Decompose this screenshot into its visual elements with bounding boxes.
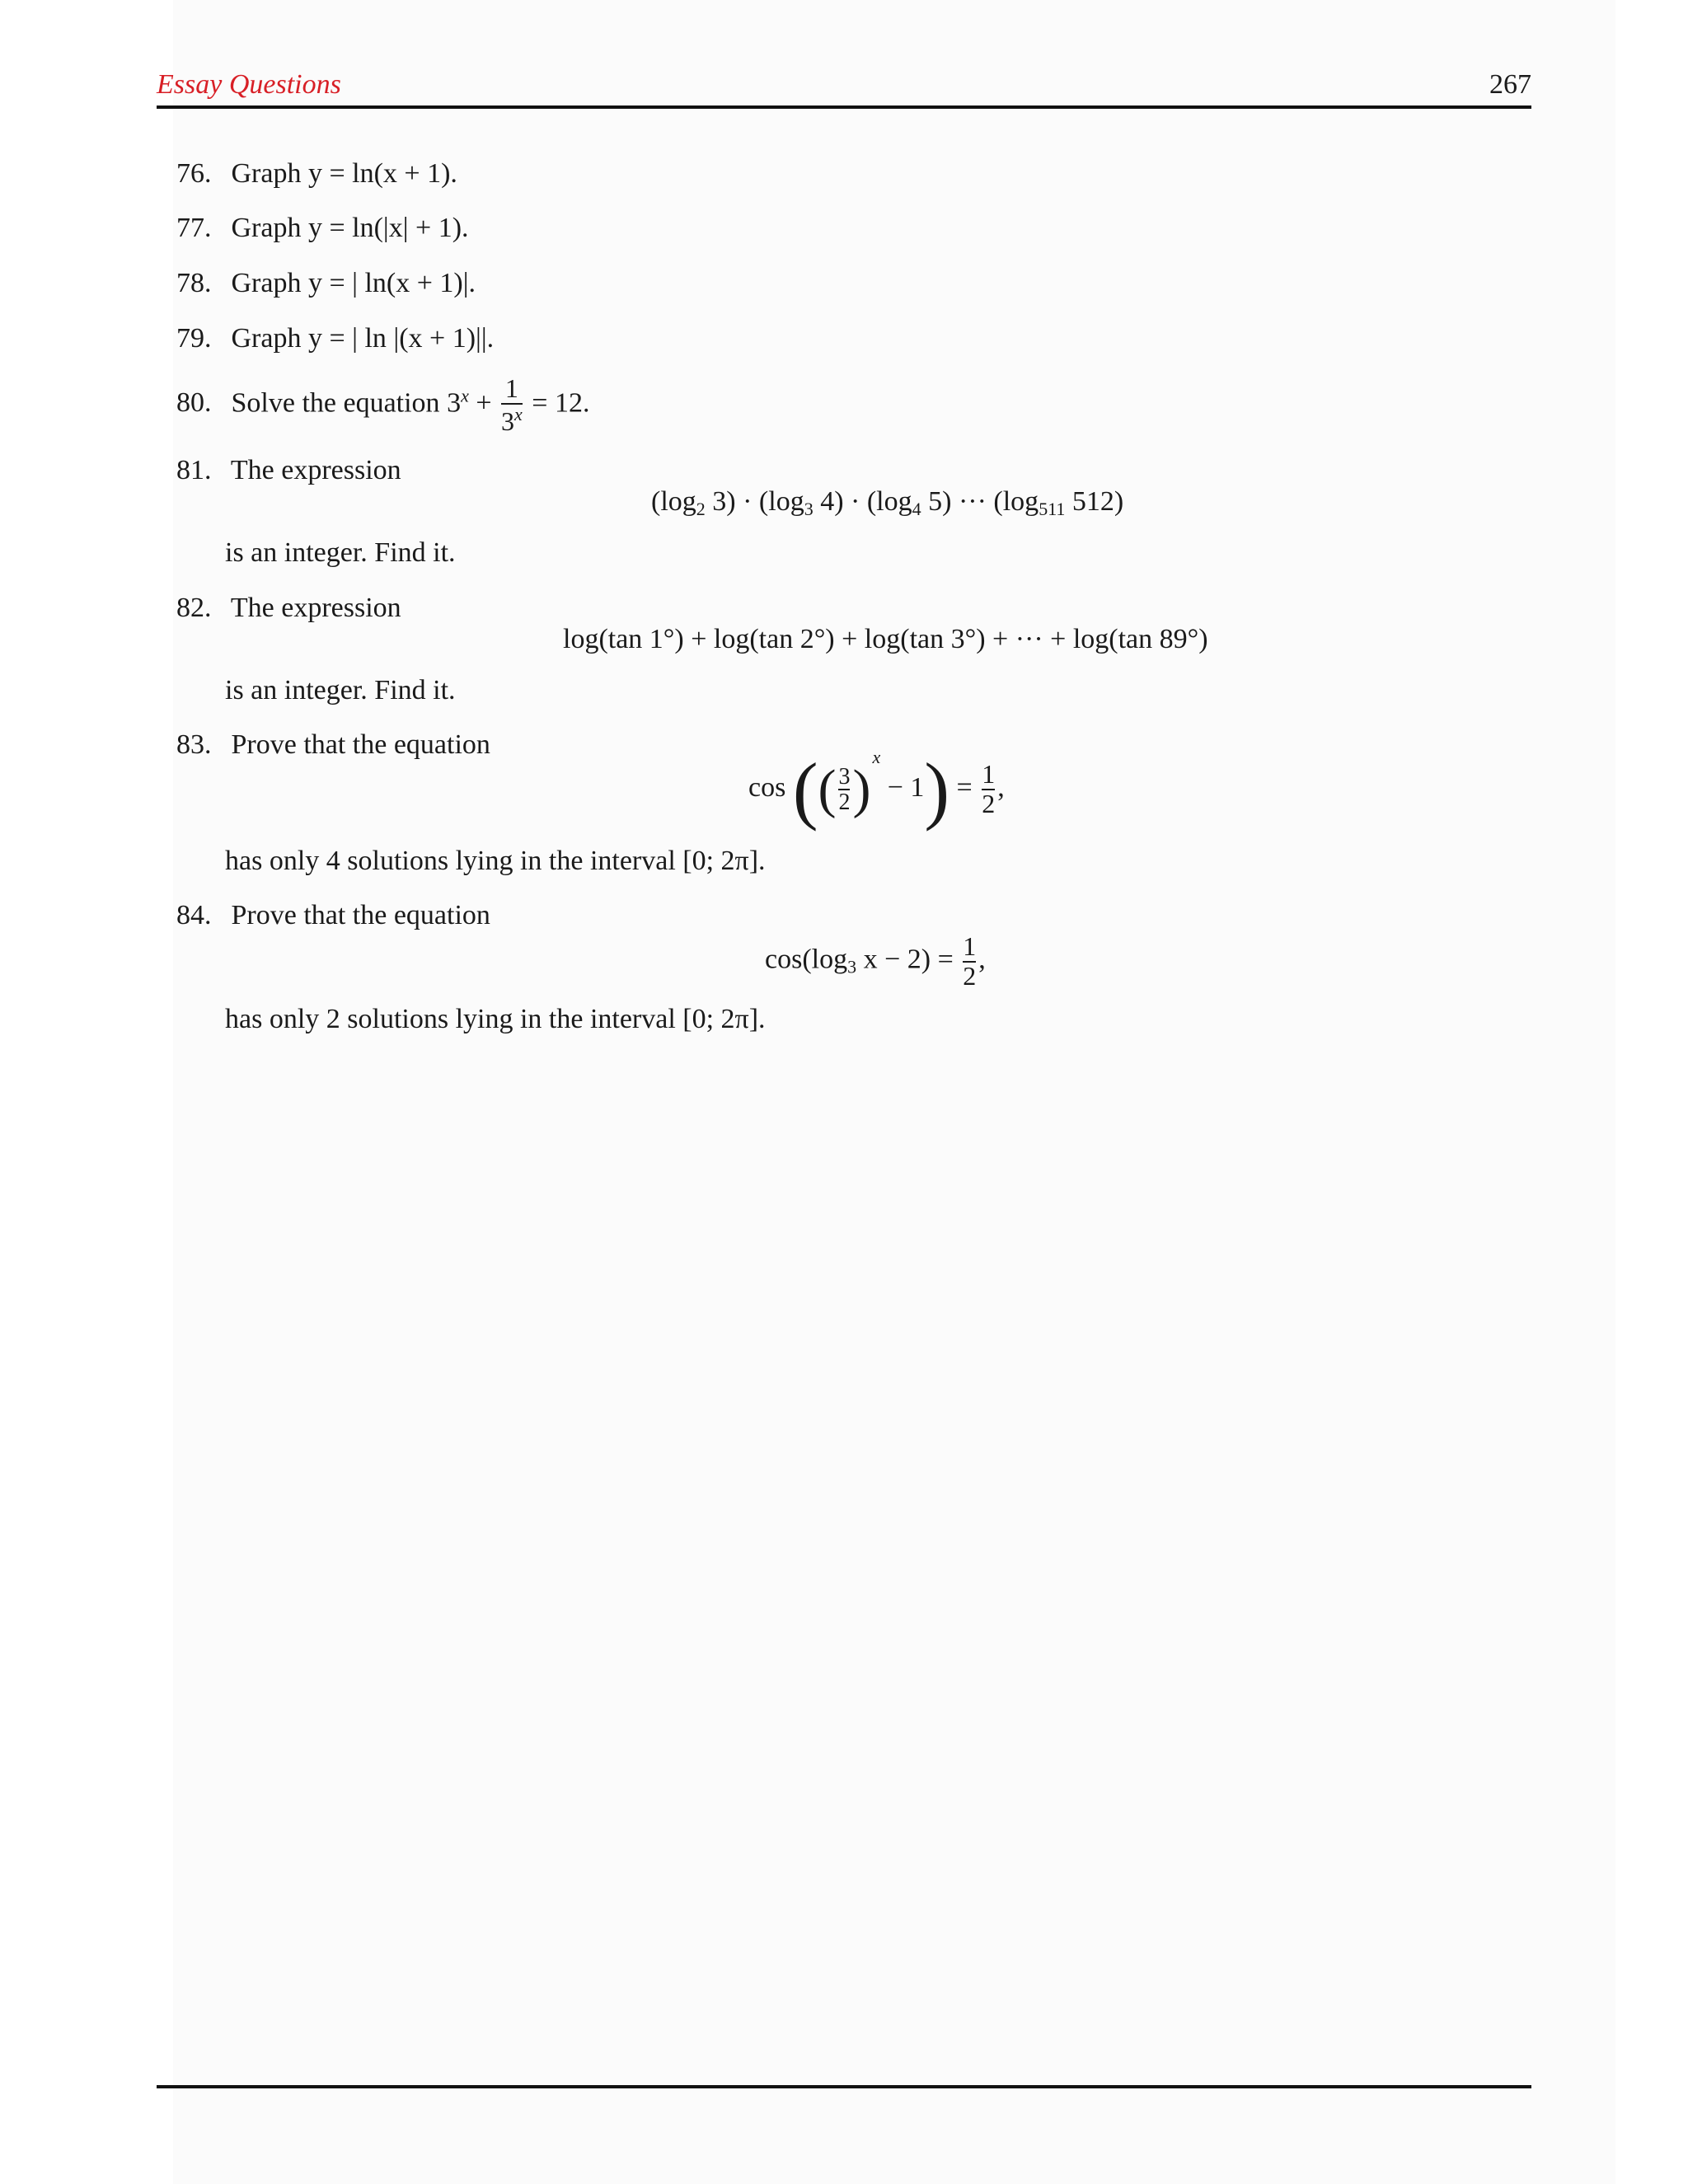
page-number: 267 xyxy=(1489,69,1531,100)
problem-76 xyxy=(176,158,457,190)
inner-fraction xyxy=(838,765,850,815)
power-exponent: x xyxy=(461,385,469,406)
problem-text: Prove that the equation xyxy=(231,900,490,930)
fraction-numerator: 1 xyxy=(963,931,977,961)
problem-number: 84. xyxy=(176,900,212,930)
eq-part: 3) · (log xyxy=(705,486,804,517)
log-base: 2 xyxy=(696,499,706,519)
eq-part: 4) · (log xyxy=(813,486,912,517)
problem-82 xyxy=(176,593,401,624)
right-paren: ) xyxy=(924,748,950,832)
left-paren: ( xyxy=(792,748,818,832)
problem-text: Solve the equation xyxy=(231,387,440,419)
fraction-denominator: 2 xyxy=(982,789,996,818)
comma: , xyxy=(978,944,986,975)
equation-81 xyxy=(651,486,1123,520)
equation-rhs: = 12. xyxy=(532,387,590,419)
eq-part: 5) ··· (log xyxy=(921,486,1039,517)
problem-number: 80. xyxy=(176,387,212,419)
problem-text: Graph xyxy=(231,213,302,243)
log-base: 511 xyxy=(1039,499,1066,519)
problem-text: Graph xyxy=(231,158,302,189)
minus-one: − 1 xyxy=(887,771,925,803)
exponent: x xyxy=(872,746,881,767)
rhs-fraction xyxy=(982,761,995,818)
fraction-numerator: 1 xyxy=(504,373,518,403)
log-base: 4 xyxy=(912,499,921,519)
problem-text: The expression xyxy=(230,455,401,485)
problem-84-continuation: has only 2 solutions lying in the interval [0; 2π]. xyxy=(225,1004,766,1034)
fraction-numerator: 3 xyxy=(838,763,851,790)
eq-part: x − 2) = xyxy=(856,944,954,975)
problem-number: 81. xyxy=(176,455,212,485)
problem-math: y = | ln(x + 1)|. xyxy=(307,268,476,298)
header-rule xyxy=(157,105,1531,109)
problem-text: Graph xyxy=(231,268,302,298)
log-base: 3 xyxy=(804,499,814,519)
right-paren-inner: ) xyxy=(852,759,871,819)
section-title: Essay Questions xyxy=(157,69,341,100)
equation-82: log(tan 1°) + log(tan 2°) + log(tan 3°) + ··· + log(tan 89°) xyxy=(563,624,1208,654)
problem-number: 76. xyxy=(176,158,212,189)
problem-number: 82. xyxy=(176,593,212,623)
problem-79 xyxy=(176,323,494,354)
problem-math: y = ln(|x| + 1). xyxy=(307,213,469,243)
equation-84 xyxy=(765,933,986,990)
problem-83 xyxy=(176,729,490,761)
problem-number: 79. xyxy=(176,323,212,354)
footer-rule xyxy=(157,2085,1531,2088)
log-base: 3 xyxy=(847,956,857,977)
fraction-denominator xyxy=(501,403,523,436)
problem-math: y = ln(x + 1). xyxy=(307,158,457,189)
power-base: 3 xyxy=(447,387,462,419)
problem-78 xyxy=(176,268,476,299)
problem-number: 77. xyxy=(176,213,212,243)
problem-83-continuation: has only 4 solutions lying in the interval [0; 2π]. xyxy=(225,846,766,876)
problem-number: 78. xyxy=(176,268,212,298)
fraction-numerator: 1 xyxy=(982,759,996,790)
problem-text: Prove that the equation xyxy=(231,729,490,760)
rhs-fraction xyxy=(963,933,976,990)
eq-part: 512) xyxy=(1065,486,1124,517)
fraction xyxy=(501,375,523,435)
problem-77 xyxy=(176,213,469,244)
problem-82-continuation: is an integer. Find it. xyxy=(225,675,456,705)
problem-81-continuation: is an integer. Find it. xyxy=(225,537,456,568)
fraction-denominator: 2 xyxy=(838,790,851,815)
problem-text: The expression xyxy=(230,593,401,623)
comma: , xyxy=(997,771,1005,803)
problem-80 xyxy=(176,375,589,435)
eq-part: (log xyxy=(651,486,696,517)
plus-sign: + xyxy=(476,387,492,419)
den-base: 3 xyxy=(501,405,515,436)
equals-sign: = xyxy=(956,771,973,803)
left-paren-inner: ( xyxy=(818,759,837,819)
eq-part: cos(log xyxy=(765,944,848,975)
problem-81 xyxy=(176,455,401,486)
fraction-denominator: 2 xyxy=(963,960,977,991)
den-exponent: x xyxy=(514,403,523,424)
problem-84 xyxy=(176,900,490,931)
problem-number: 83. xyxy=(176,729,212,760)
problem-text: Graph xyxy=(231,323,302,354)
equation-83 xyxy=(748,746,1005,832)
cos-label: cos xyxy=(748,771,786,803)
problem-math: y = | ln |(x + 1)||. xyxy=(307,323,495,354)
